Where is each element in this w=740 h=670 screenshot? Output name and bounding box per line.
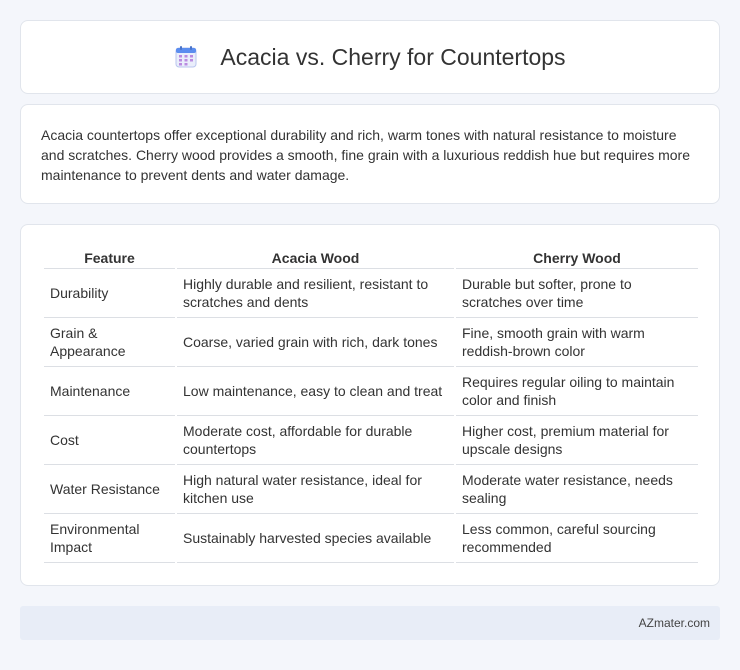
cherry-cell: Less common, careful sourcing recommended <box>456 514 698 563</box>
acacia-cell: Low maintenance, easy to clean and treat <box>177 367 454 416</box>
acacia-cell: Moderate cost, affordable for durable countertops <box>177 416 454 465</box>
header-inner <box>174 44 565 71</box>
feature-cell: Grain & Appearance <box>44 318 175 367</box>
summary-text: Acacia countertops offer exceptional durability and rich, warm tones with natural resistance to moisture and scratches. Cherry wood provides a smooth, fine grain with a luxurious reddish hue but requires more maintenance to prevent dents and water damage. <box>41 127 690 183</box>
cherry-cell: Durable but softer, prone to scratches over time <box>456 269 698 318</box>
calendar-icon <box>174 45 198 69</box>
table-row <box>44 514 698 563</box>
footer-site-link[interactable]: AZmater.com <box>638 616 710 630</box>
summary-card <box>20 104 720 204</box>
acacia-cell: High natural water resistance, ideal for kitchen use <box>177 465 454 514</box>
cherry-cell: Fine, smooth grain with warm reddish-brown color <box>456 318 698 367</box>
comparison-table <box>42 245 700 563</box>
table-row <box>44 416 698 465</box>
cherry-cell: Higher cost, premium material for upscale designs <box>456 416 698 465</box>
acacia-cell: Highly durable and resilient, resistant to scratches and dents <box>177 269 454 318</box>
table-row <box>44 269 698 318</box>
cherry-cell: Moderate water resistance, needs sealing <box>456 465 698 514</box>
footer-bar <box>20 606 720 640</box>
feature-cell: Cost <box>44 416 175 465</box>
table-header-row <box>44 245 698 269</box>
table-row <box>44 465 698 514</box>
feature-cell: Water Resistance <box>44 465 175 514</box>
header-acacia: Acacia Wood <box>177 245 454 269</box>
acacia-cell: Sustainably harvested species available <box>177 514 454 563</box>
feature-cell: Durability <box>44 269 175 318</box>
table-row <box>44 367 698 416</box>
feature-cell: Maintenance <box>44 367 175 416</box>
page-title: Acacia vs. Cherry for Countertops <box>220 43 566 70</box>
header-feature: Feature <box>44 245 175 269</box>
header-card <box>20 20 720 94</box>
feature-cell: Environmental Impact <box>44 514 175 563</box>
comparison-table-card <box>20 224 720 586</box>
header-cherry: Cherry Wood <box>456 245 698 269</box>
table-row <box>44 318 698 367</box>
acacia-cell: Coarse, varied grain with rich, dark tones <box>177 318 454 367</box>
cherry-cell: Requires regular oiling to maintain color and finish <box>456 367 698 416</box>
